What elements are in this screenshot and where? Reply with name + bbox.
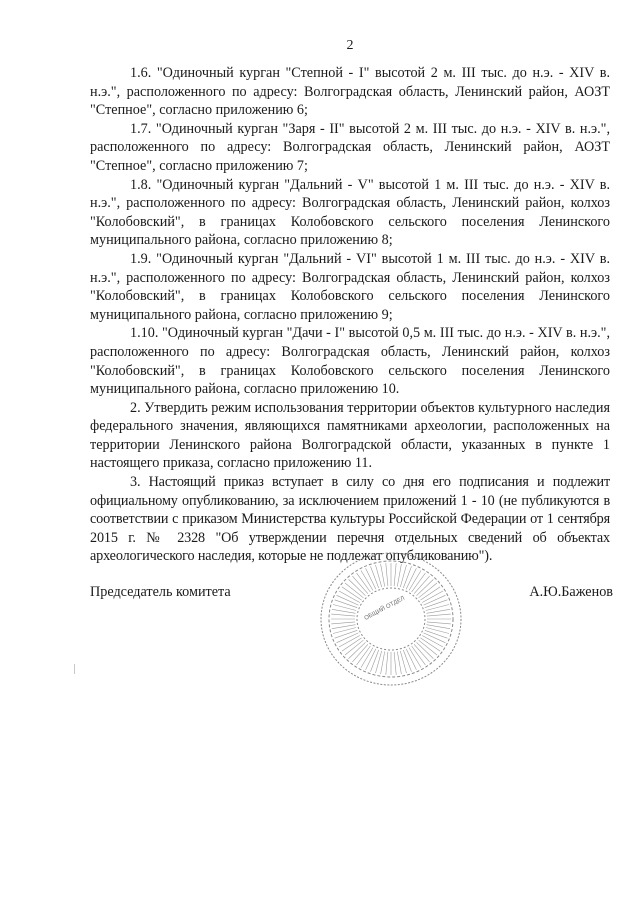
seal-hatch-line — [427, 625, 451, 629]
item-1-6: 1.6. "Одиночный курган "Степной - I" высотой 2 м. III тыс. до н.э. - XIV в. н.э.", расположенного по адресу: Волгоградская область, Ленинский район, АОЗТ "Степное", согласно приложению 6; — [90, 65, 610, 119]
item-1-7: 1.7. "Одиночный курган "Заря - II" высотой 2 м. III тыс. до н.э. - XIV в. н.э.", расположенного по адресу: Волгоградская область, Ленинский район, АОЗТ "Степное", согласно приложению 7; — [90, 120, 610, 174]
seal-hatch-line — [397, 652, 401, 675]
seal-hatch-line — [332, 609, 356, 613]
item-1-10: 1.10. "Одиночный курган "Дачи - I" высотой 0,5 м. III тыс. до н.э. - XIV в. н.э.", расположенного по адресу: Волгоградская область, Ленинский район, колхоз "Колобовский", в границах Колобовского сельского поселения Ленинского муниципального района, согласно приложению 10. — [90, 325, 610, 398]
item-1-9: 1.9. "Одиночный курган "Дальний - VI" высотой 1 м. III тыс. до н.э. - XIV в. н.э.", расположенного по адресу: Волгоградская область, Ленинский район, колхоз "Колобовский", в границах Колобовского сельского поселения Ленинского муниципального района, согласно приложению 9; — [90, 250, 610, 323]
seal-hatch-line — [386, 652, 388, 675]
seal-hatch-line — [366, 568, 376, 589]
seal-hatch-line — [397, 564, 401, 587]
seal-hatch-line — [371, 650, 379, 672]
item-2: 2. Утвердить режим использования территории объектов культурного наследия федерального значения, являющихся памятниками археологии, расположенных на территории Ленинского района Волгоградской области, указанных в пункте 1 настоящего приказа, согласно приложению 11. — [90, 399, 610, 472]
seal-hatch-line — [333, 605, 356, 611]
seal-hatch-line — [427, 614, 451, 616]
seal-hatch-line — [335, 600, 358, 608]
seal-hatch-line — [335, 630, 358, 638]
seal-hatch-line — [376, 651, 382, 673]
seal-hatch-line — [386, 563, 388, 586]
order-body — [90, 64, 610, 566]
seal-hatch-line — [333, 628, 356, 634]
seal-hatch-line — [403, 650, 411, 672]
signatory-title: Председатель комитета — [90, 584, 231, 600]
page-number: 2 — [346, 38, 354, 53]
official-seal-stamp — [316, 548, 466, 690]
seal-hatch-line — [406, 649, 416, 670]
seal-hatch-line — [427, 609, 451, 613]
seal-hatch-line — [394, 652, 396, 675]
seal-hatch-line — [425, 600, 448, 608]
seal-hatch-line — [394, 563, 396, 586]
signatory-name: А.Ю.Баженов — [529, 584, 613, 600]
seal-hatch-line — [381, 652, 385, 675]
item-3: 3. Настоящий приказ вступает в силу со дня его подписания и подлежит официальному опубликованию, за исключением приложений 1 - 10 (не публикуются в соответствии с приказом Министерства культуры Российской Федерации от 1 сентября 2015 г. № 2328 "Об утверждении перечня отдельных сведений об объектах археологического наследия, которые не подлежат опубликованию"). — [90, 474, 610, 565]
seal-hatch-line — [425, 630, 448, 638]
seal-hatch-line — [403, 566, 411, 588]
seal-hatch-line — [366, 649, 376, 670]
seal-hatch-line — [371, 566, 379, 588]
seal-hatch-line — [332, 625, 356, 629]
seal-hatch-line — [426, 628, 449, 634]
seal-hatch-line — [381, 564, 385, 587]
seal-hatch-line — [331, 622, 355, 624]
seal-hatch-line — [376, 565, 382, 587]
seal-hatch-line — [400, 651, 406, 673]
seal-hatch-line — [331, 614, 355, 616]
scan-mark — [74, 664, 75, 674]
stamp-inner-text: ОБЩИЙ ОТДЕЛ — [363, 595, 406, 622]
seal-hatch-line — [400, 565, 406, 587]
item-1-8: 1.8. "Одиночный курган "Дальний - V" высотой 1 м. III тыс. до н.э. - XIV в. н.э.", расположенного по адресу: Волгоградская область, Ленинский район, колхоз "Колобовский", в границах Колобовского сельского поселения Ленинского муниципального района, согласно приложению 8; — [90, 176, 610, 249]
seal-hatch-line — [406, 568, 416, 589]
seal-hatch-line — [427, 622, 451, 624]
seal-hatch-line — [426, 605, 449, 611]
